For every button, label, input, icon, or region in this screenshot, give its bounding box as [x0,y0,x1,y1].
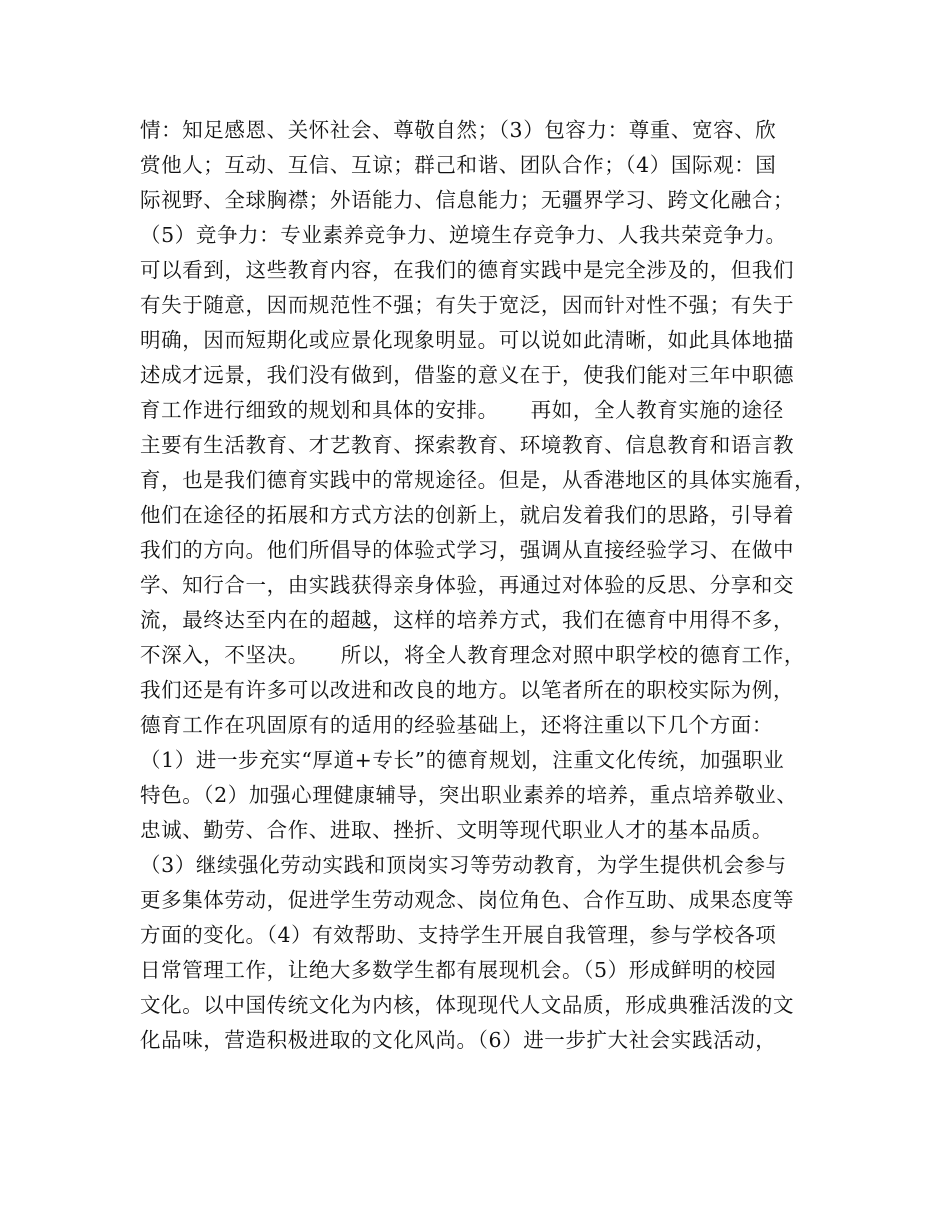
text-line: 德育工作在巩固原有的适用的经验基础上，还将注重以下几个方面： [140,713,773,737]
text-line: 情：知足感恩、关怀社会、尊敬自然；（3）包容力：尊重、宽容、欣 [140,118,777,142]
text-line: 赏他人；互动、互信、互谅；群己和谐、团队合作；（4）国际观：国 [140,153,777,177]
text-line: 主要有生活教育、才艺教育、探索教育、环境教育、信息教育和语言教 [140,433,795,457]
text-line: 流，最终达至内在的超越，这样的培养方式，我们在德育中用得不多， [140,608,795,632]
text-line: （1）进一步充实“厚道+专长”的德育规划，注重文化传统，加强职业 [140,748,785,772]
text-line: 忠诚、勤劳、合作、进取、挫折、文明等现代职业人才的基本品质。 [140,818,773,842]
text-line: 文化。以中国传统文化为内核，体现现代人文品质，形成典雅活泼的文 [140,993,795,1017]
text-line: 不深入，不坚决。 所以，将全人教育理念对照中职学校的德育工作， [140,643,805,667]
text-line: 述成才远景，我们没有做到，借鉴的意义在于，使我们能对三年中职德 [140,363,795,387]
text-line: 学、知行合一，由实践获得亲身体验，再通过对体验的反思、分享和交 [140,573,795,597]
text-line: 他们在途径的拓展和方式方法的创新上，就启发着我们的思路，引导着 [140,503,795,527]
text-line: 可以看到，这些教育内容，在我们的德育实践中是完全涉及的，但我们 [140,258,795,282]
text-line: 更多集体劳动，促进学生劳动观念、岗位角色、合作互助、成果态度等 [140,888,795,912]
text-line: 际视野、全球胸襟；外语能力、信息能力；无疆界学习、跨文化融合； [140,188,795,212]
text-line: （5）竞争力：专业素养竞争力、逆境生存竞争力、人我共荣竞争力。 [140,223,787,247]
body-text [140,113,840,1058]
text-line: 育，也是我们德育实践中的常规途径。但是，从香港地区的具体实施看， [140,468,816,492]
text-line: 明确，因而短期化或应景化现象明显。可以说如此清晰，如此具体地描 [140,328,795,352]
text-line: 日常管理工作，让绝大多数学生都有展现机会。（5）形成鲜明的校园 [140,958,777,982]
text-line: 我们还是有许多可以改进和改良的地方。以笔者所在的职校实际为例， [140,678,795,702]
text-line: 我们的方向。他们所倡导的体验式学习，强调从直接经验学习、在做中 [140,538,795,562]
text-line: 育工作进行细致的规划和具体的安排。 再如，全人教育实施的途径 [140,398,784,422]
text-line: 化品味，营造积极进取的文化风尚。（6）进一步扩大社会实践活动， [140,1028,777,1052]
text-line: 方面的变化。（4）有效帮助、支持学生开展自我管理，参与学校各项 [140,923,777,947]
text-line: （3）继续强化劳动实践和顶岗实习等劳动教育，为学生提供机会参与 [140,853,787,877]
text-line: 有失于随意，因而规范性不强；有失于宽泛，因而针对性不强；有失于 [140,293,795,317]
text-line: 特色。（2）加强心理健康辅导，突出职业素养的培养，重点培养敬业、 [140,783,798,807]
